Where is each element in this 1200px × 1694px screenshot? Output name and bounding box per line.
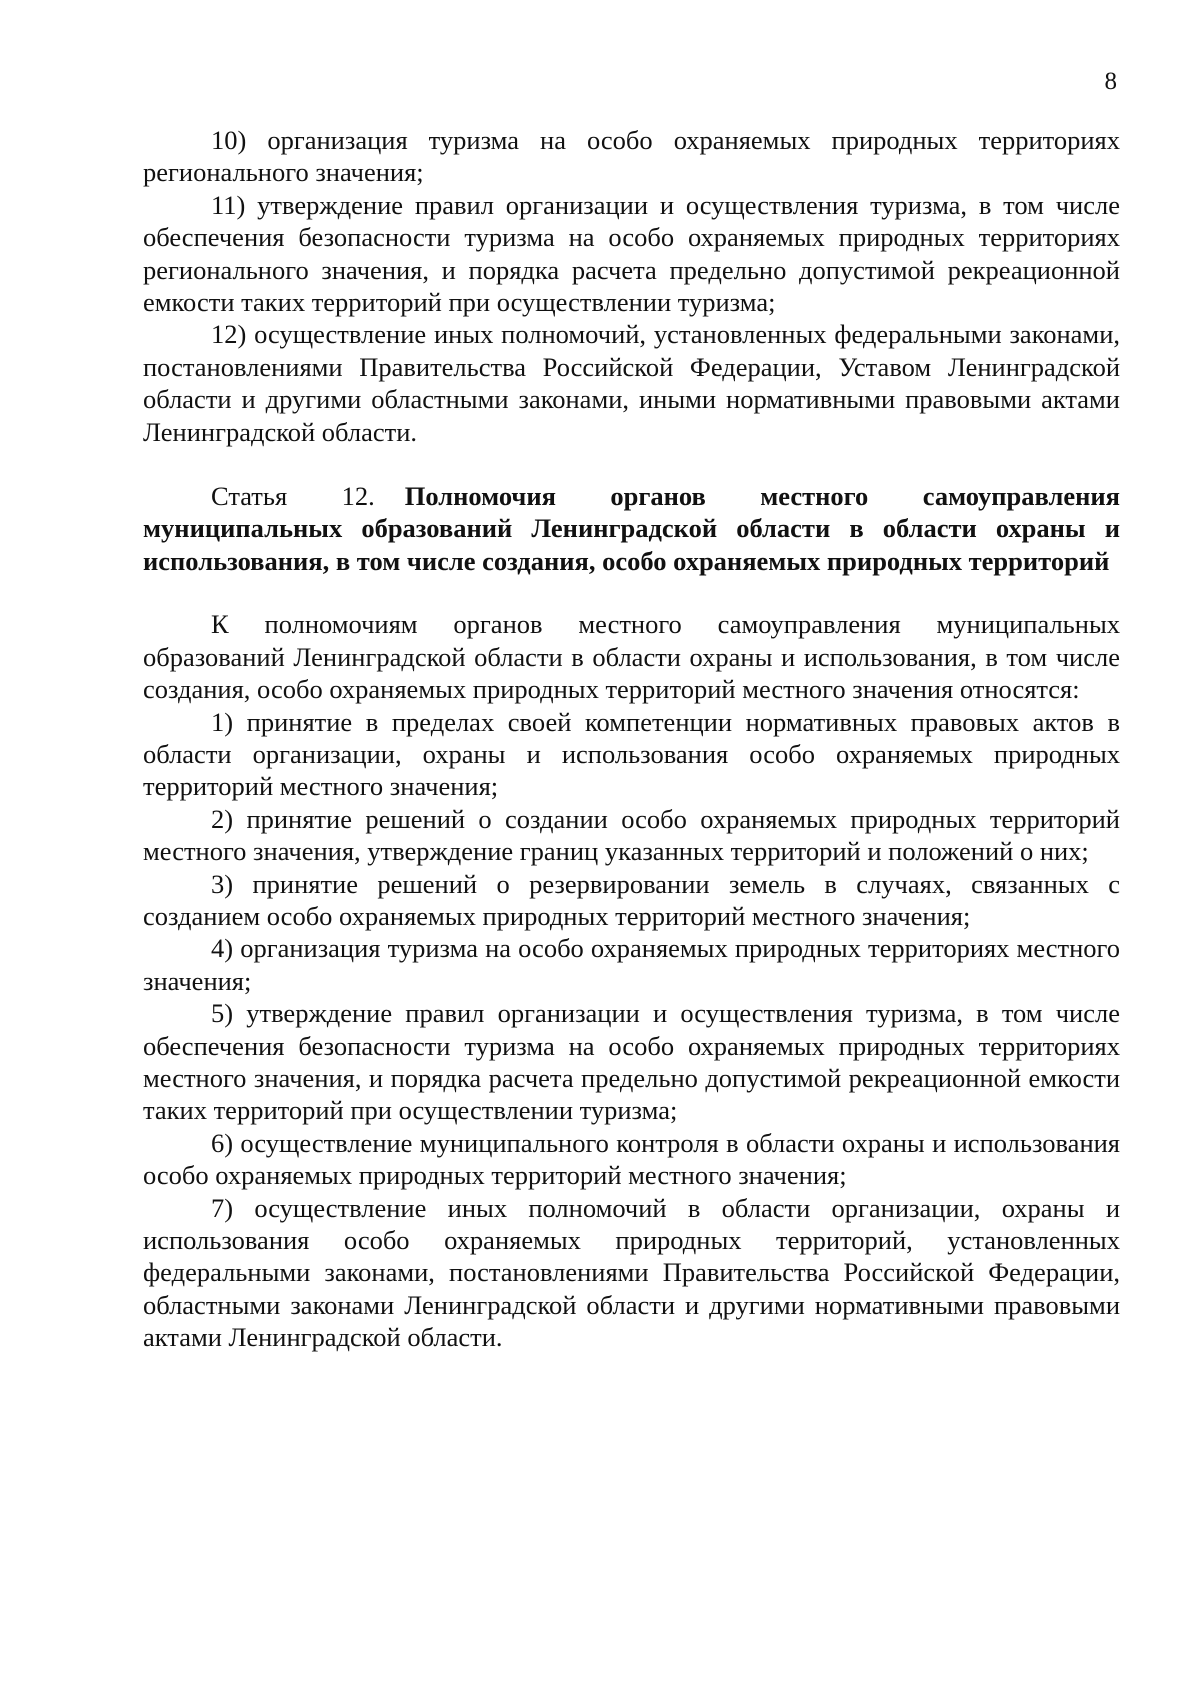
- list-item: 12) осуществление иных полномочий, установленных федеральными законами, постановлениями Правительства Российской Федерации, Уставом Ленинградской области и другими областными законами, иными нормативными правовыми актами Ленинградской области.: [143, 319, 1120, 447]
- list-item: 3) принятие решений о резервировании земель в случаях, связанных с созданием особо охраняемых природных территорий местного значения;: [143, 868, 1120, 931]
- list-item: 10) организация туризма на особо охраняемых природных территориях регионального значения;: [143, 125, 1120, 188]
- section-spacer: [143, 577, 1120, 608]
- list-item: 7) осуществление иных полномочий в области организации, охраны и использования особо охраняемых природных территорий, установленных федеральными законами, постановлениями Правительства Российской Федерации, областными законами Ленинградской области и другими нормативными правовыми актами Ленинградской области.: [143, 1192, 1120, 1353]
- list-item: 6) осуществление муниципального контроля в области охраны и использования особо охраняемых природных территорий местного значения;: [143, 1127, 1120, 1191]
- list-item: 2) принятие решений о создании особо охраняемых природных территорий местного значения, утверждение границ указанных территорий и положений о них;: [143, 803, 1120, 867]
- list-item: 5) утверждение правил организации и осуществления туризма, в том числе обеспечения безопасности туризма на особо охраняемых природных территориях местного значения, и порядка расчета предельно допустимой рекреационной емкости таких территорий при осуществлении туризма;: [143, 998, 1120, 1126]
- article-heading: [143, 480, 1120, 577]
- article-title: Полномочия органов местного самоуправления муниципальных образований Ленинградской области в области охраны и использования, в том числе создания, особо охраняемых природных территорий: [143, 481, 1120, 576]
- list-item: 4) организация туризма на особо охраняемых природных территориях местного значения;: [143, 933, 1120, 996]
- page-number: 8: [1104, 68, 1117, 95]
- article-intro: К полномочиям органов местного самоуправления муниципальных образований Ленинградской области в области охраны и использования, в том числе создания, особо охраняемых природных территорий местного значения относятся:: [143, 609, 1120, 705]
- list-item: 1) принятие в пределах своей компетенции нормативных правовых актов в области организации, охраны и использования особо охраняемых природных территорий местного значения;: [143, 706, 1120, 802]
- article-label: Статья 12.: [211, 481, 375, 512]
- page-content: [143, 124, 1120, 1354]
- list-item: 11) утверждение правил организации и осуществления туризма, в том числе обеспечения безопасности туризма на особо охраняемых природных территориях регионального значения, и порядка расчета предельно допустимой рекреационной емкости таких территорий при осуществлении туризма;: [143, 189, 1120, 318]
